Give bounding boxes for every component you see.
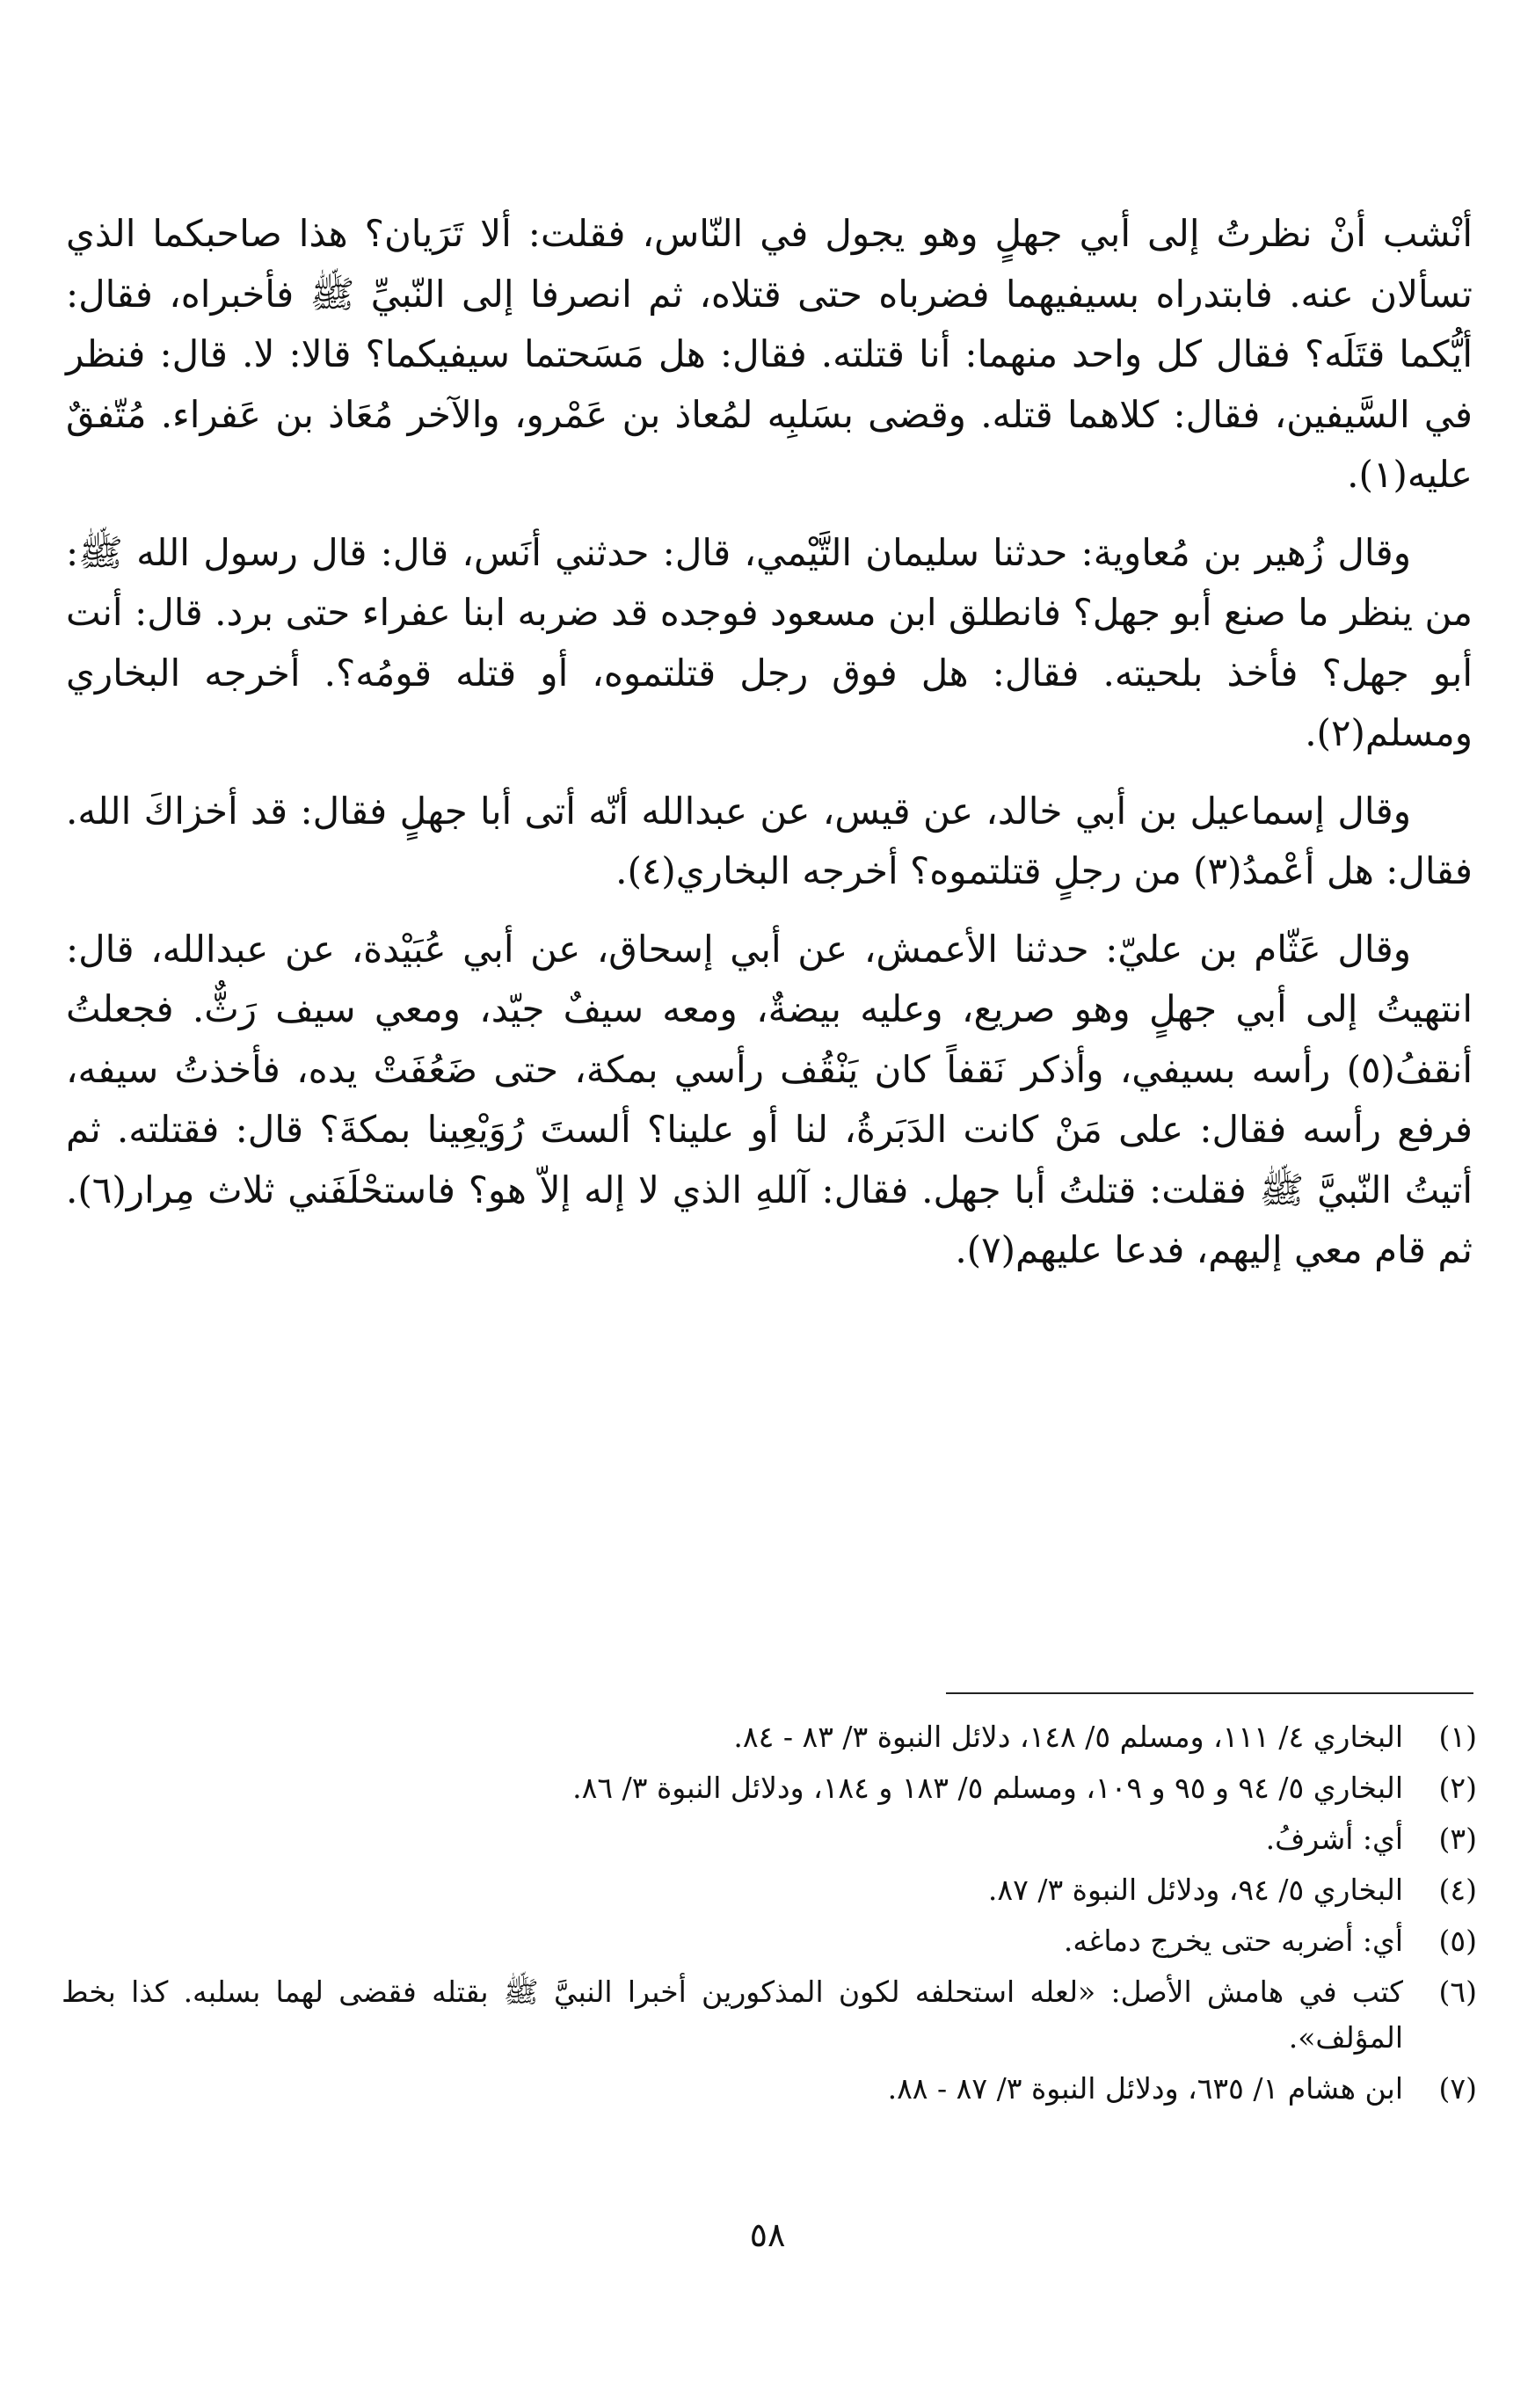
footnote-number: (٦) [1438,1975,1477,2009]
footnote-number: (٤) [1438,1873,1477,1907]
footnote-text: كتب في هامش الأصل: «لعله استحلفه لكون المذكورين أخبرا النبيَّ ﷺ بقتله فقضى لهما بسلبه. كذا بخط المؤلف». [62,1975,1403,2055]
main-text [66,204,1473,1299]
footnote [62,1816,1477,1862]
footnote-number: (٥) [1438,1924,1477,1958]
paragraph: وقال زُهير بن مُعاوية: حدثنا سليمان التَّيْمي، قال: حدثني أنَس، قال: قال رسول الله ﷺ: من ينظر ما صنع أبو جهل؟ فانطلق ابن مسعود فوجده قد ضربه ابنا عفراء حتى برد. قال: أنت أبو جهل؟ فأخذ بلحيته. فقال: هل فوق رجل قتلتموه، أو قتله قومُه؟. أخرجه البخاري ومسلم(٢). [66,530,1473,754]
paragraph: وقال عَثّام بن عليّ: حدثنا الأعمش، عن أبي إسحاق، عن أبي عُبَيْدة، عن عبدالله، قال: انتهيتُ إلى أبي جهلٍ وهو صريع، وعليه بيضةٌ، ومعه سيفٌ جيّد، ومعي سيف رَثٌّ. فجعلتُ أنقفُ(٥) رأسه بسيفي، وأذكر نَقفاً كان يَنْقُف رأسي بمكة، حتى ضَعُفَتْ يده، فأخذتُ سيفه، فرفع رأسه فقال: على مَنْ كانت الدَبَرةُ، لنا أو علينا؟ ألستَ رُوَيْعِينا بمكةَ؟ قال: فقتلته. ثم أتيتُ النّبيَّ ﷺ فقلت: قتلتُ أبا جهل. فقال: آللهِ الذي لا إله إلاّ هو؟ فاستحْلَفَني ثلاث مِرار(٦). ثم قام معي إليهم، فدعا عليهم(٧). [66,927,1473,1271]
page-number: ٥٨ [749,2215,786,2254]
footnote-text: أي: أضربه حتى يخرج دماغه. [1063,1924,1403,1958]
paragraph: وقال إسماعيل بن أبي خالد، عن قيس، عن عبدالله أنّه أتى أبا جهلٍ فقال: قد أخزاكَ الله. فقال: هل أعْمدُ(٣) من رجلٍ قتلتموه؟ أخرجه البخاري(٤). [66,789,1473,892]
footnotes-list [62,1714,1477,2117]
footnote [62,2066,1477,2112]
footnote-text: البخاري ٥/ ٩٤ و ٩٥ و ١٠٩، ومسلم ٥/ ١٨٣ و ١٨٤، ودلائل النبوة ٣/ ٨٦. [572,1771,1403,1805]
footnote-number: (٣) [1438,1822,1477,1856]
footnote [62,1969,1477,2061]
footnote [62,1765,1477,1811]
footnote [62,1918,1477,1964]
footnote-text: أي: أشرفُ. [1265,1822,1403,1856]
footnote-number: (١) [1438,1720,1477,1754]
footnote-number: (٧) [1438,2071,1477,2106]
footnote-text: ابن هشام ١/ ٦٣٥، ودلائل النبوة ٣/ ٨٧ - ٨٨. [887,2071,1403,2106]
footnote [62,1714,1477,1760]
footnote [62,1867,1477,1913]
footnote-number: (٢) [1438,1771,1477,1805]
footnote-text: البخاري ٥/ ٩٤، ودلائل النبوة ٣/ ٨٧. [987,1873,1403,1907]
footnote-divider [946,1692,1473,1694]
footnote-text: البخاري ٤/ ١١١، ومسلم ٥/ ١٤٨، دلائل النبوة ٣/ ٨٣ - ٨٤. [733,1720,1403,1754]
paragraph: أنْشب أنْ نظرتُ إلى أبي جهلٍ وهو يجول في النّاس، فقلت: ألا تَرَيان؟ هذا صاحبكما الذي تسألان عنه. فابتدراه بسيفيهما فضرباه حتى قتلاه، ثم انصرفا إلى النّبيِّ ﷺ فأخبراه، فقال: أيُّكما قتَلَه؟ فقال كل واحد منهما: أنا قتلته. فقال: هل مَسَحتما سيفيكما؟ قالا: لا. قال: فنظر في السَّيفين، فقال: كلاهما قتله. وقضى بسَلبِه لمُعاذ بن عَمْرو، والآخر مُعَاذ بن عَفراء. مُتّفقٌ عليه(١). [66,212,1473,496]
